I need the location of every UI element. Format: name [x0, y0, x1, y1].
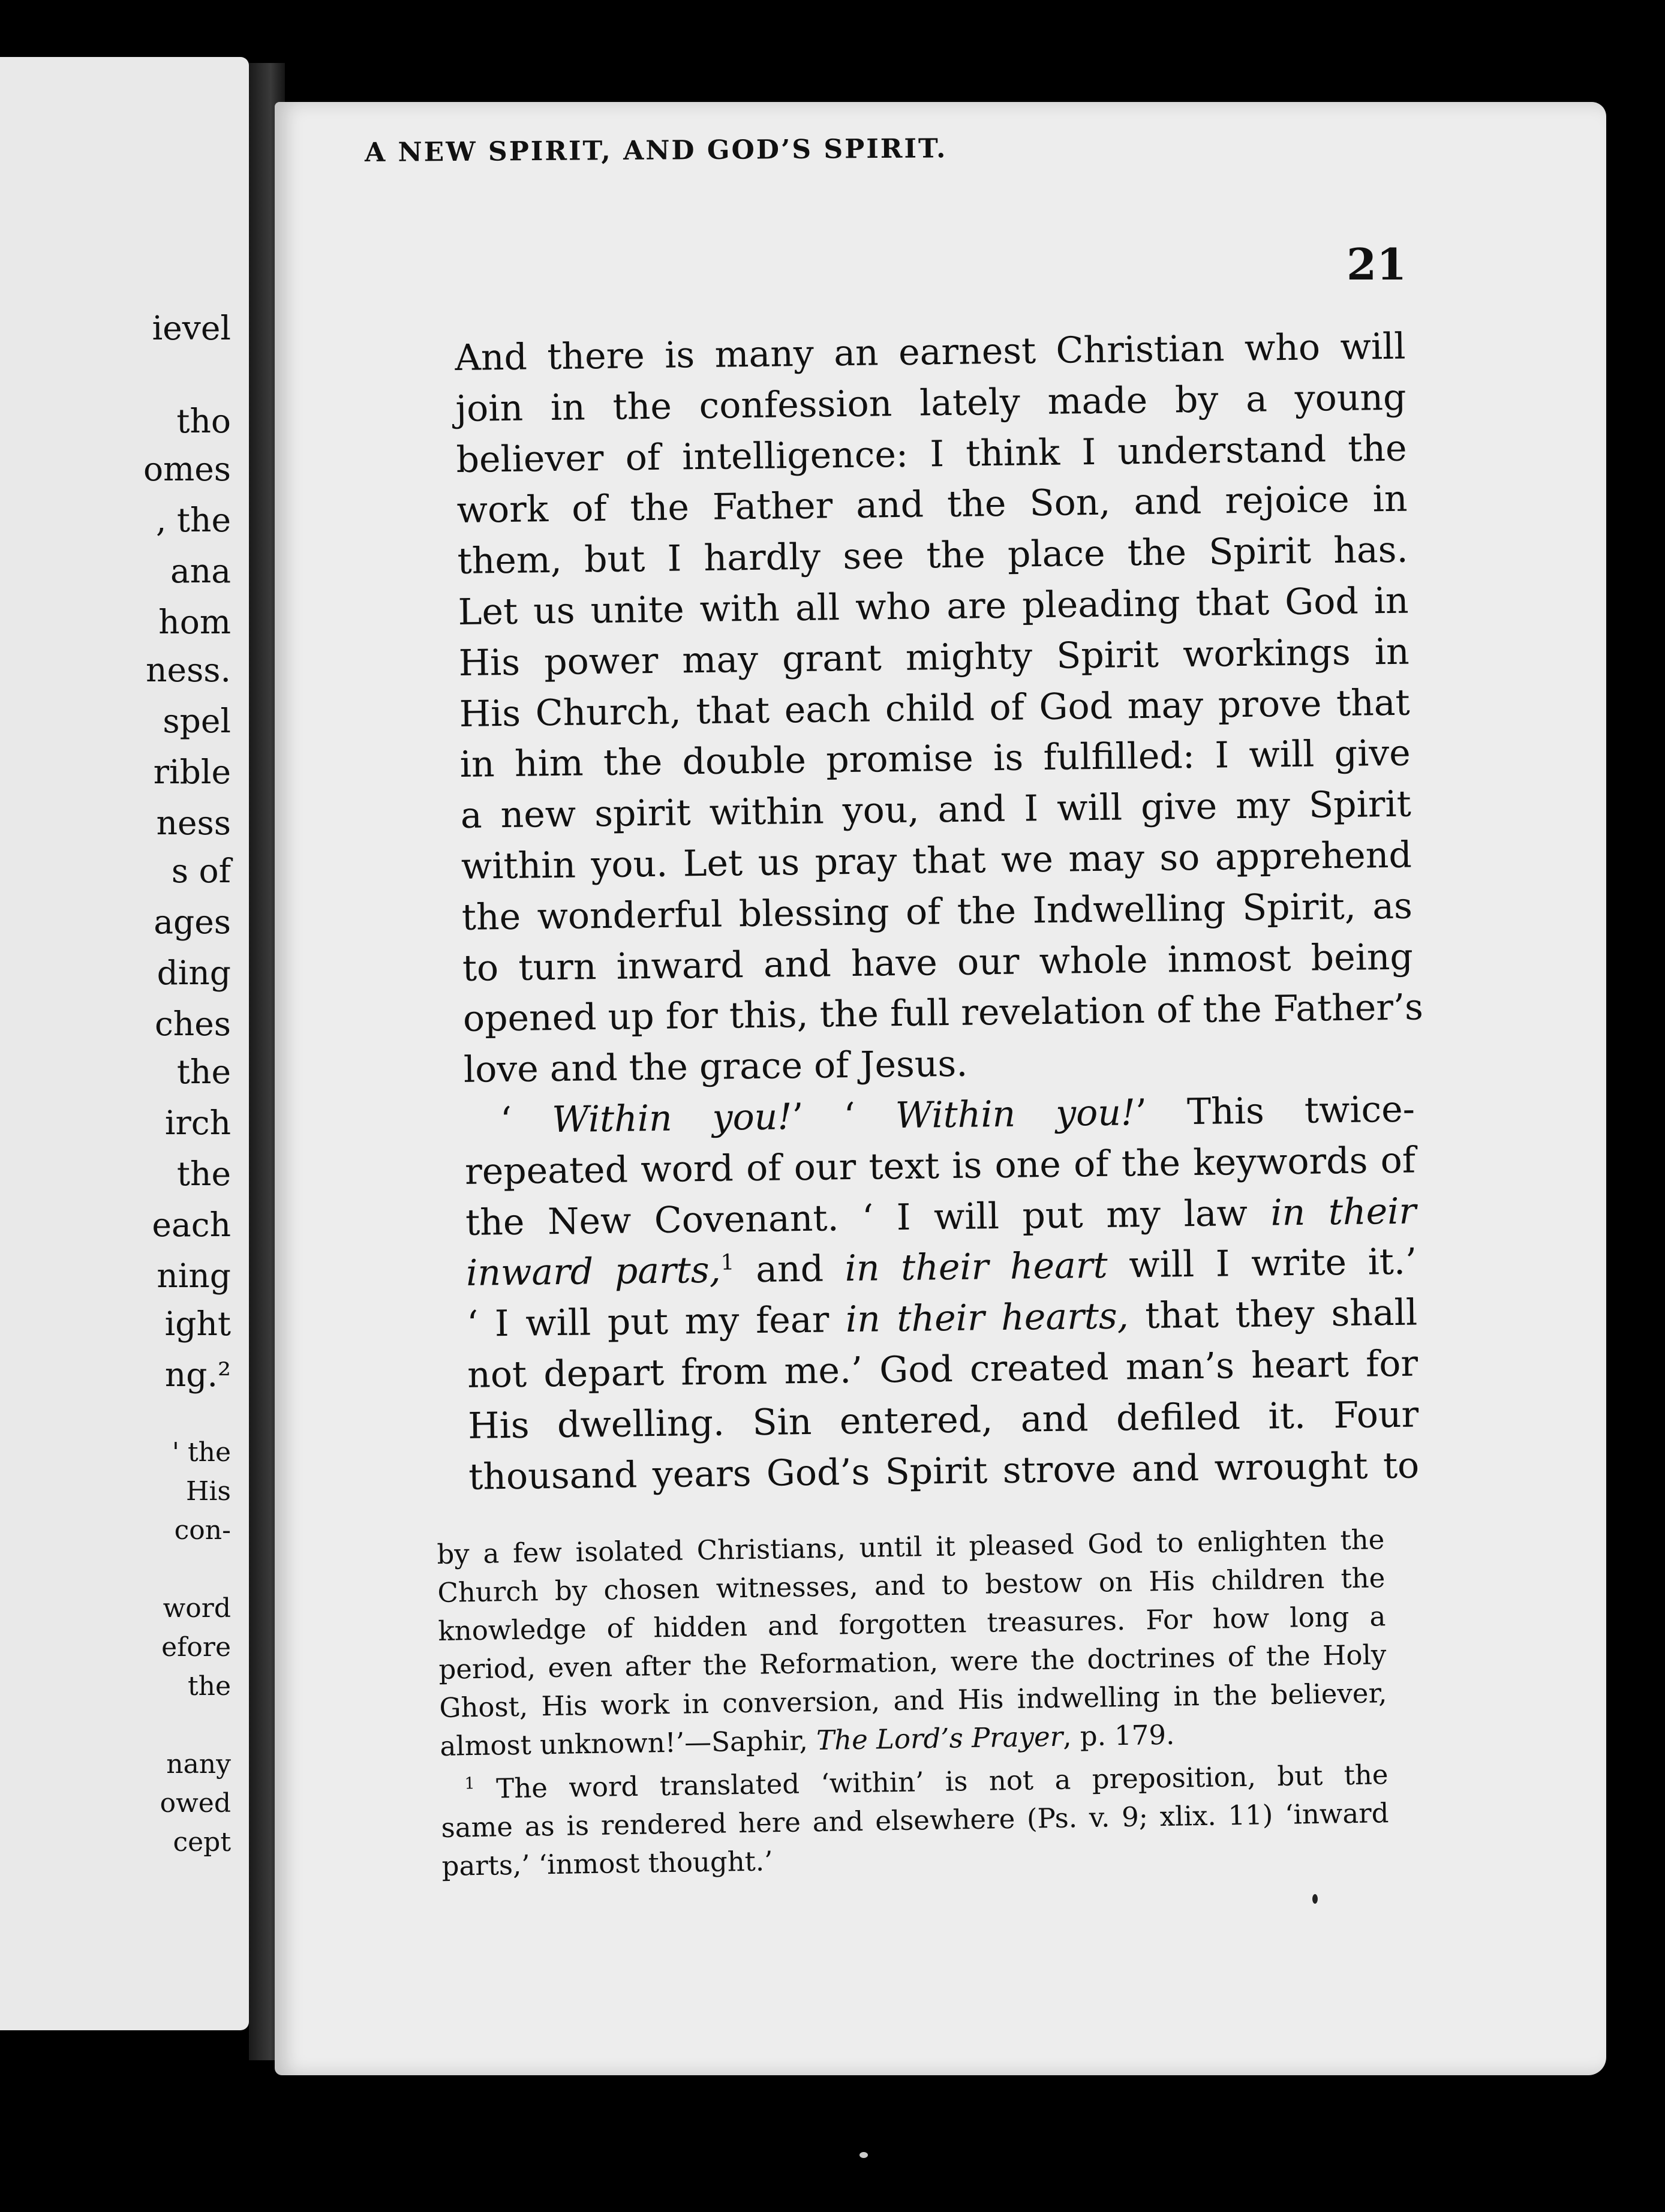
- body-line: not depart from me.’ God created man’s heart for: [467, 1342, 1418, 1396]
- facing-page-line: , the: [155, 501, 231, 539]
- page-speck: [859, 2152, 868, 2158]
- running-head: A NEW SPIRIT, AND GOD’S SPIRIT.: [364, 133, 948, 169]
- footnote-line: almost unknown!’—Saphir, The Lord’s Prayer, p. 179.: [440, 1718, 1175, 1762]
- footnote-line: period, even after the Reformation, were the doctrines of the Holy: [438, 1639, 1387, 1685]
- footnote-line: knowledge of hidden and forgotten treasures. For how long a: [438, 1600, 1386, 1647]
- facing-page-line: tho: [176, 402, 231, 440]
- facing-page-line: nany: [166, 1749, 231, 1780]
- facing-page-line: ning: [157, 1257, 231, 1295]
- facing-page-line: omes: [143, 450, 231, 488]
- facing-page-line: ight: [164, 1305, 231, 1343]
- facing-page-line: His: [185, 1476, 231, 1507]
- facing-page-line: ng.²: [164, 1356, 231, 1394]
- body-line: ‘ I will put my fear in their hearts, that they shall: [466, 1291, 1418, 1346]
- page-speck: [1312, 1894, 1318, 1904]
- facing-page-line: owed: [160, 1788, 231, 1819]
- facing-page-fragment: [0, 57, 249, 2030]
- facing-page-line: ness.: [146, 651, 231, 689]
- footnote-line: Church by chosen witnesses, and to bestow on His children the: [437, 1562, 1386, 1609]
- facing-page-line: con-: [174, 1515, 231, 1546]
- page-number: 21: [1347, 239, 1407, 290]
- body-line: the wonderful blessing of the Indwelling Spirit, as: [461, 885, 1413, 939]
- body-line: love and the grace of Jesus.: [463, 1042, 968, 1092]
- facing-page-line: spel: [163, 702, 231, 740]
- footnotes: [437, 1520, 1390, 1886]
- body-line: within you. Let us pray that we may so apprehend: [461, 834, 1412, 888]
- facing-page-line: ievel: [152, 309, 231, 347]
- facing-page-line: cept: [173, 1827, 231, 1858]
- footnote-line: Ghost, His work in conversion, and His indwelling in the believer,: [439, 1677, 1387, 1724]
- facing-page-line: the: [176, 1155, 231, 1193]
- body-line: His Church, that each child of God may prove that: [459, 681, 1411, 735]
- footnote-line: $^1$ The word translated ‘within’ is not a preposition, but the: [464, 1759, 1388, 1805]
- facing-page-line: efore: [161, 1632, 231, 1663]
- body-line: And there is many an earnest Christian who will: [455, 325, 1406, 379]
- facing-page-line: each: [152, 1206, 231, 1244]
- footnote-line: same as is rendered here and elsewhere (Ps. v. 9; xlix. 11) ‘inward: [441, 1797, 1389, 1844]
- body-line: His power may grant mighty Spirit workings in: [458, 630, 1410, 684]
- body-line: them, but I hardly see the place the Spirit has.: [457, 528, 1408, 583]
- body-line: inward parts,$^1$ and in their heart will I write it.’: [465, 1240, 1417, 1295]
- facing-page-line: irch: [164, 1104, 231, 1142]
- footnote-line: parts,’ ‘inmost thought.’: [441, 1845, 773, 1882]
- facing-page-line: ness: [156, 804, 231, 842]
- body-line: believer of intelligence: I think I understand the: [456, 427, 1407, 481]
- facing-page-line: the: [176, 1053, 231, 1091]
- body-line: opened up for this, the full revelation of the Father’s: [462, 986, 1424, 1041]
- facing-page-line: the: [187, 1671, 231, 1702]
- body-line: in him the double promise is fulfilled: I will give: [459, 732, 1411, 786]
- body-line: the New Covenant. ‘ I will put my law in their: [465, 1190, 1417, 1244]
- body-text: [455, 321, 1424, 1503]
- facing-page-line: word: [163, 1593, 231, 1624]
- body-line: ‘ Within you!’ ‘ Within you!’ This twice-: [500, 1088, 1415, 1142]
- facing-page-line: ches: [155, 1005, 231, 1043]
- facing-page-line: ' the: [172, 1437, 231, 1468]
- body-line: a new spirit within you, and I will give my Spirit: [460, 783, 1412, 837]
- facing-page-line: hom: [158, 603, 231, 641]
- footnote-line: by a few isolated Christians, until it pleased God to enlighten the: [437, 1523, 1385, 1570]
- facing-page-line: ages: [154, 903, 231, 941]
- body-line: His dwelling. Sin entered, and defiled it. Four: [467, 1393, 1419, 1447]
- body-line: Let us unite with all who are pleading that God in: [458, 579, 1409, 633]
- facing-page-line: ana: [170, 552, 231, 590]
- body-line: repeated word of our text is one of the keywords of: [464, 1139, 1416, 1193]
- body-line: thousand years God’s Spirit strove and wrought to: [468, 1444, 1420, 1498]
- facing-page-line: ding: [157, 954, 231, 992]
- body-line: to turn inward and have our whole inmost being: [462, 936, 1414, 990]
- body-line: join in the confession lately made by a young: [455, 376, 1406, 430]
- body-line: work of the Father and the Son, and rejoice in: [456, 478, 1408, 532]
- facing-page-line: rible: [153, 753, 231, 791]
- facing-page-line: s of: [171, 852, 231, 890]
